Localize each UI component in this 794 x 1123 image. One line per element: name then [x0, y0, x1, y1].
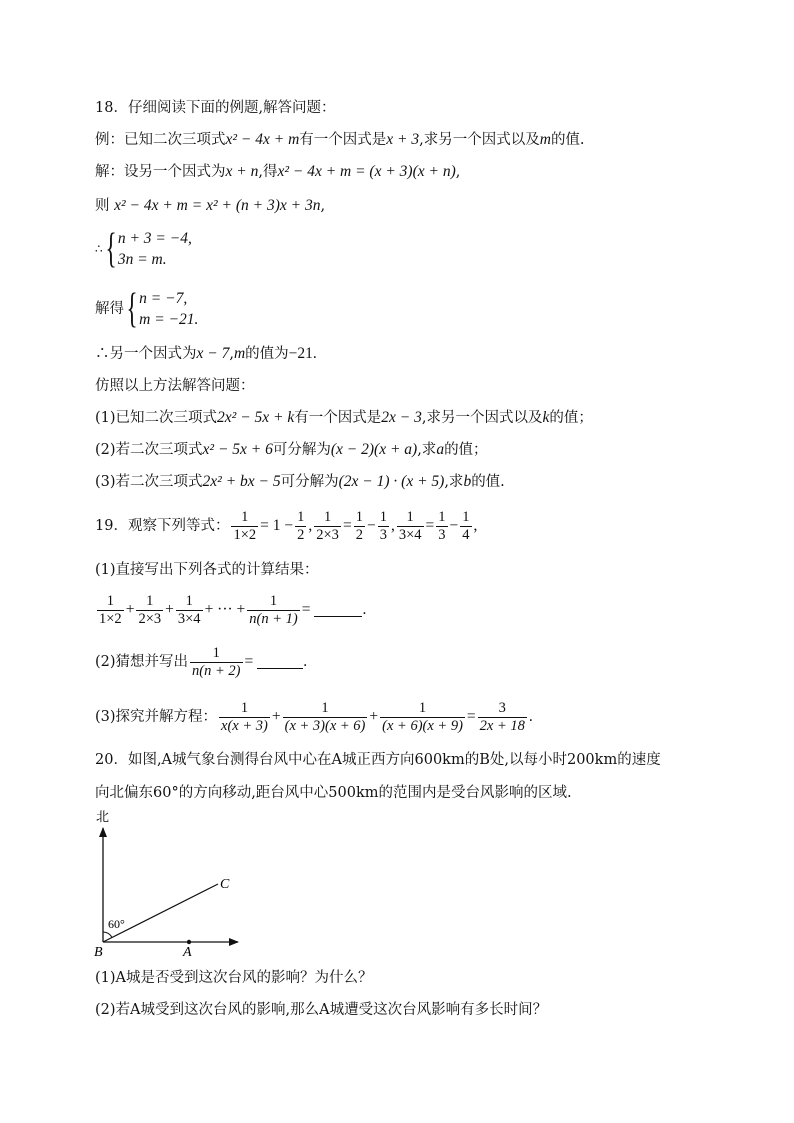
- q18-p1-var: k: [542, 409, 550, 426]
- frac-1-2b: $\frac{1}{2}$: [355, 508, 363, 543]
- q18-p3-factor: (2x − 1) · (x + 5): [338, 473, 445, 490]
- q18-solution-eq: x² − 4x + m = (x + 3)(x + n): [277, 163, 456, 180]
- q18-then: [95, 196, 325, 216]
- q19-p2-prefix: (2)猜想并写出: [95, 654, 189, 670]
- frac-1-1x2: $\frac{1}{1\times 2}$: [233, 508, 257, 543]
- eq-sign: =: [425, 517, 435, 534]
- q18-system-2: [95, 288, 198, 330]
- frac-1-nn2: $\frac{1}{n(n + 2)}$: [192, 644, 241, 679]
- q20-line1: 20．如图,A城气象台测得台风中心在A城正西方向600km的B处,以每小时200km的速度: [95, 752, 661, 768]
- q19-title-line: [95, 506, 477, 546]
- answer-blank[interactable]: [257, 656, 303, 669]
- minus-sign: −: [366, 517, 376, 534]
- label-angle: 60°: [108, 917, 125, 931]
- frac-1-3: $\frac{1}{3}$: [379, 508, 387, 543]
- q18-p3-prefix: (3)若二次三项式: [95, 474, 203, 490]
- path-bc: [103, 884, 218, 942]
- q18-solution-prefix: 解：设另一个因式为: [95, 164, 226, 180]
- comma: ,: [308, 517, 313, 534]
- typhoon-figure: [88, 808, 258, 958]
- dots: + ··· +: [204, 601, 246, 618]
- q19-p2: [95, 642, 307, 682]
- q19-eq1-rhs: = 1 −: [260, 517, 294, 534]
- comma: ,: [390, 517, 395, 534]
- q18-p3-mid: 可分解为: [280, 474, 339, 490]
- label-a: A: [183, 945, 192, 958]
- frac-1-3x4: $\frac{1}{3\times 4}$: [398, 508, 422, 543]
- q18-solution: [95, 162, 460, 182]
- q20-q2: (2)若A城受到这次台风的影响,那么A城遭受这次台风影响有多长时间？: [95, 1002, 548, 1018]
- q19-p3: [95, 697, 533, 737]
- q18-p1-end: 的值；: [549, 410, 593, 426]
- q18-p2-expr: x² − 5x + 6: [202, 441, 273, 458]
- q18-system-1: [95, 228, 192, 270]
- q20-line2: 向北偏东60°的方向移动,距台风中心500km的范围内是受台风影响的区域.: [95, 785, 572, 801]
- frac-1-x3-x6: $\frac{1}{(x + 3)(x + 6)}$: [284, 699, 366, 734]
- q18-part-2: [95, 440, 488, 460]
- therefore-symbol: ∴: [95, 242, 103, 256]
- q18-solve-label: 解得: [95, 301, 124, 317]
- period: .: [303, 653, 308, 670]
- label-b: B: [94, 945, 103, 958]
- brace-icon: {: [126, 286, 138, 332]
- q18-p2-prefix: (2)若二次三项式: [95, 442, 203, 458]
- q18-sys2-eq1: n = −7,: [139, 290, 188, 307]
- frac-1-nn1: $\frac{1}{n(n + 1)}$: [249, 592, 298, 627]
- angle-arc: [103, 932, 112, 938]
- q18-sys1-eq2: 3n = m.: [117, 251, 167, 268]
- minus-sign: −: [449, 517, 459, 534]
- plus-sign: +: [125, 601, 135, 618]
- q18-p2-mid: 可分解为: [272, 442, 331, 458]
- frac-1-2x3: $\frac{1}{2\times 3}$: [316, 508, 339, 543]
- q18-p3-end: 的值.: [471, 474, 505, 490]
- q18-conclusion-factor: x − 7: [196, 345, 230, 362]
- q18-conclusion-prefix: ∴另一个因式为: [95, 346, 197, 362]
- point-a: [187, 940, 191, 944]
- q18-conclusion: [95, 344, 317, 364]
- q19-p1-expr: [95, 590, 366, 630]
- q20-q1: (1)A城是否受到这次台风的影响？为什么？: [95, 970, 373, 986]
- q18-conclusion-var: m: [233, 345, 246, 362]
- q19-p3-prefix: (3)探究并解方程：: [95, 709, 218, 725]
- eq-sign: =: [244, 653, 254, 670]
- q18-title: 18．仔细阅读下面的例题,解答问题：: [95, 100, 336, 116]
- q18-p1-mid: 有一个因式是: [294, 410, 382, 426]
- q18-example-factor: x + 3: [386, 131, 420, 148]
- period: .: [362, 601, 367, 618]
- eq-sign: =: [301, 601, 311, 618]
- frac-3-2x18: $\frac{3}{2x + 18}$: [479, 699, 525, 734]
- comma: ,: [473, 517, 478, 534]
- q18-p1-factor: 2x − 3: [381, 409, 422, 426]
- q18-p2-end: 的值；: [444, 442, 488, 458]
- plus-sign: +: [165, 601, 174, 618]
- frac-1-3x4: $\frac{1}{3\times 4}$: [177, 592, 201, 627]
- q18-sys2-eq2: m = −21.: [139, 311, 199, 328]
- q18-p1-prefix: (1)已知二次三项式: [95, 410, 218, 426]
- q18-part-1: [95, 408, 593, 428]
- q18-solution-mid: ,得: [258, 164, 278, 180]
- q18-p1-expr: 2x² − 5x + k: [217, 409, 295, 426]
- frac-1-2: $\frac{1}{2}$: [297, 508, 305, 543]
- q18-p1-suffix: ,求另一个因式以及: [421, 410, 543, 426]
- eq-sign: =: [466, 708, 476, 725]
- frac-1-3b: $\frac{1}{3}$: [438, 508, 446, 543]
- plus-sign: +: [271, 708, 281, 725]
- q18-sys1-eq1: n + 3 = −4,: [117, 230, 192, 247]
- q18-solution-end: ,: [455, 164, 461, 180]
- q18-then-end: ,: [320, 198, 326, 214]
- q18-example: [95, 130, 585, 150]
- q18-example-prefix: 例：已知二次三项式: [95, 132, 226, 148]
- period: .: [528, 708, 533, 725]
- plus-sign: +: [369, 708, 379, 725]
- frac-1-1x2: $\frac{1}{1\times 2}$: [99, 592, 122, 627]
- q18-example-end: 的值.: [550, 132, 585, 148]
- answer-blank[interactable]: [314, 604, 362, 617]
- label-c: C: [220, 877, 230, 892]
- frac-1-2x3: $\frac{1}{2\times 3}$: [138, 592, 162, 627]
- frac-1-x6-x9: $\frac{1}{(x + 6)(x + 9)}$: [382, 699, 463, 734]
- q19-title: 19．观察下列等式：: [95, 518, 230, 534]
- q18-p3-suffix: ,求: [444, 474, 464, 490]
- q18-imitate: 仿照以上方法解答问题：: [95, 378, 255, 394]
- q18-p2-factor: (x − 2)(x + a): [330, 441, 418, 458]
- frac-1-x-x3: $\frac{1}{x(x + 3)}$: [221, 699, 268, 734]
- q18-then-eq: x² − 4x + m = x² + (n + 3)x + 3n: [114, 197, 321, 214]
- q18-p3-expr: 2x² + bx − 5: [202, 473, 281, 490]
- brace-icon: {: [105, 226, 117, 272]
- q18-p2-suffix: ,求: [417, 442, 437, 458]
- label-north: 北: [96, 809, 110, 824]
- q18-example-var: m: [539, 131, 551, 148]
- eq-sign: =: [342, 517, 352, 534]
- q18-conclusion-mid2: 的值为: [245, 346, 289, 362]
- frac-1-4: $\frac{1}{4}$: [462, 508, 470, 543]
- q18-conclusion-value: −21.: [288, 345, 317, 362]
- q19-p1: (1)直接写出下列各式的计算结果：: [95, 562, 319, 578]
- q18-part-3: [95, 472, 505, 492]
- q18-conclusion-mid: ,: [229, 346, 234, 362]
- q18-p3-var: b: [463, 473, 472, 490]
- q18-solution-factor: x + n: [225, 163, 259, 180]
- q18-then-prefix: 则: [95, 198, 110, 214]
- q18-example-mid: 有一个因式是: [299, 132, 387, 148]
- q18-example-expr: x² − 4x + m: [225, 131, 300, 148]
- q18-example-suffix: ,求另一个因式以及: [419, 132, 540, 148]
- q18-p2-var: a: [436, 441, 445, 458]
